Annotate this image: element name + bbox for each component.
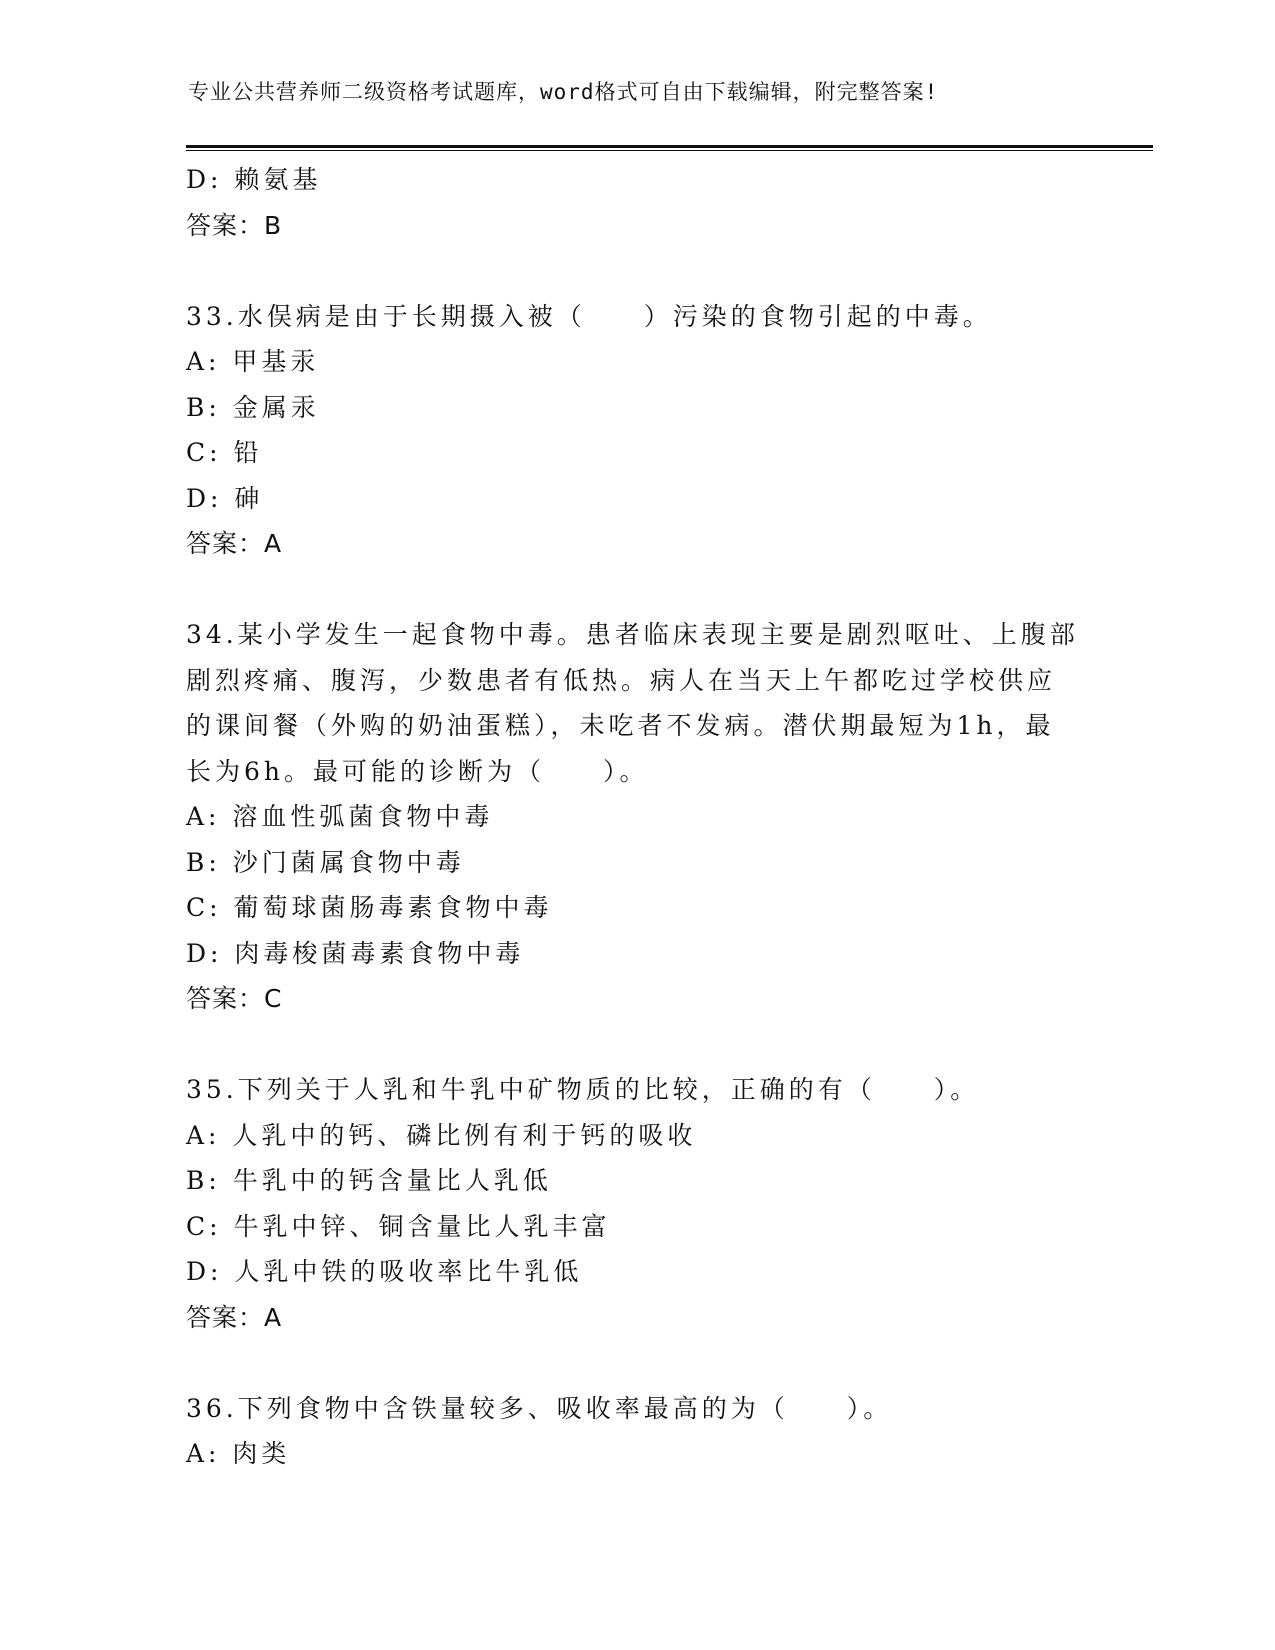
question-36-option-a: A: 肉类	[186, 1439, 291, 1468]
question-35-option-c: C: 牛乳中锌、铜含量比人乳丰富	[186, 1211, 611, 1241]
header-rule-thin	[186, 150, 1153, 151]
prev-option-d: D: 赖氨基	[186, 165, 322, 194]
header-rule-thick	[186, 145, 1153, 148]
question-33-option-a: A: 甲基汞	[186, 347, 320, 376]
prev-answer: 答案：B	[186, 210, 283, 240]
question-34-stem-line-1: 34.某小学发生一起食物中毒。患者临床表现主要是剧烈呕吐、上腹部	[186, 620, 1079, 649]
question-34-option-b: B: 沙门菌属食物中毒	[186, 847, 465, 877]
question-33-option-c: C: 铅	[186, 438, 263, 467]
question-34-option-a: A: 溶血性弧菌食物中毒	[186, 802, 494, 831]
question-34-answer: 答案：C	[186, 984, 283, 1013]
question-35-option-d: D: 人乳中铁的吸收率比牛乳低	[186, 1257, 583, 1286]
question-35-stem: 35.下列关于人乳和牛乳中矿物质的比较，正确的有（ ）。	[186, 1075, 980, 1104]
spacer	[186, 1340, 1106, 1386]
question-33-stem: 33.水俣病是由于长期摄入被（ ）污染的食物引起的中毒。	[186, 301, 992, 331]
spacer	[186, 567, 1106, 613]
question-33-answer: 答案：A	[186, 529, 283, 558]
page-header: 专业公共营养师二级资格考试题库，word格式可自由下载编辑，附完整答案!	[188, 80, 939, 104]
question-33-option-b: B: 金属汞	[186, 392, 320, 422]
question-34-option-c: C: 葡萄球菌肠毒素食物中毒	[186, 893, 553, 922]
question-list	[186, 157, 1106, 1477]
question-35-option-b: B: 牛乳中的钙含量比人乳低	[186, 1166, 552, 1195]
question-35-option-a: A: 人乳中的钙、磷比例有利于钙的吸收	[186, 1120, 697, 1150]
question-34-stem-line-4: 长为6h。最可能的诊断为（ ）。	[186, 756, 649, 786]
question-34-stem-line-2: 剧烈疼痛、腹泻，少数患者有低热。病人在当天上午都吃过学校供应	[186, 665, 1057, 695]
spacer	[186, 248, 1106, 294]
question-34-stem-line-3: 的课间餐（外购的奶油蛋糕），未吃者不发病。潜伏期最短为1h，最	[186, 711, 1055, 740]
spacer	[186, 1022, 1106, 1068]
question-35-answer: 答案：A	[186, 1302, 283, 1332]
question-33-option-d: D: 砷	[186, 483, 264, 513]
question-34-option-d: D: 肉毒梭菌毒素食物中毒	[186, 938, 525, 968]
question-36-stem: 36.下列食物中含铁量较多、吸收率最高的为（ ）。	[186, 1393, 893, 1423]
